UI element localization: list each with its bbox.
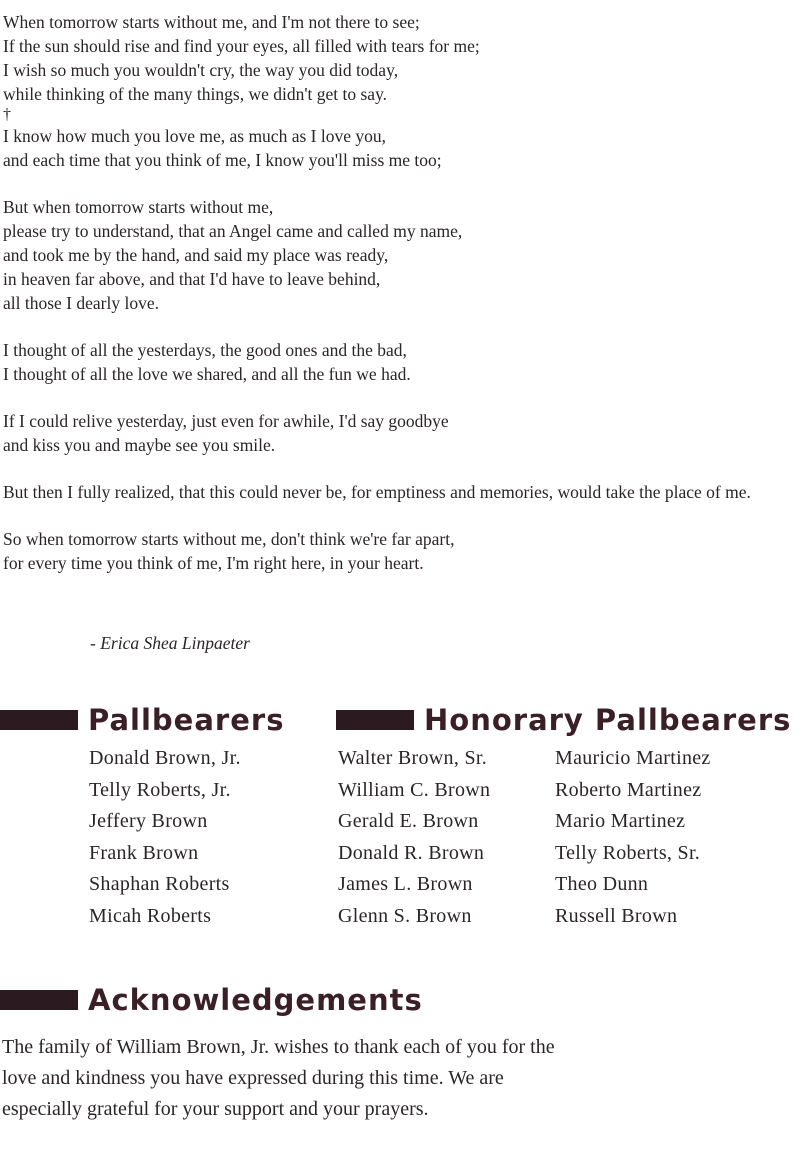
poem-line: But when tomorrow starts without me, — [3, 197, 274, 217]
list-item: Micah Roberts — [89, 904, 212, 927]
poem-line: If the sun should rise and find your eyes, all filled with tears for me; — [3, 36, 480, 56]
poem-line: and kiss you and maybe see you smile. — [3, 435, 276, 455]
poem-line: and took me by the hand, and said my place was ready, — [3, 245, 389, 265]
poem-line: I know how much you love me, as much as I love you, — [3, 126, 386, 146]
acknowledgements-heading — [0, 980, 423, 1020]
honorary-title: Honorary Pallbearers — [424, 703, 792, 737]
list-item: James L. Brown — [338, 873, 473, 896]
list-item: William C. Brown — [338, 778, 491, 801]
list-item: Theo Dunn — [555, 873, 649, 896]
list-item: Russell Brown — [555, 904, 678, 927]
heading-bar — [336, 710, 414, 730]
heading-bar — [0, 710, 78, 730]
poem-stanza-3 — [3, 195, 803, 315]
pallbearers-title: Pallbearers — [88, 703, 285, 737]
poem-line: But then I fully realized, that this could never be, for emptiness and memories, would take the place of me. — [3, 482, 751, 502]
poem-stanza-7 — [3, 527, 803, 575]
list-item: Telly Roberts, Sr. — [555, 841, 701, 864]
poem-line: I thought of all the love we shared, and all the fun we had. — [3, 364, 411, 384]
list-item: Gerald E. Brown — [338, 810, 479, 833]
heading-bar — [0, 990, 78, 1010]
list-item: Donald Brown, Jr. — [89, 747, 241, 769]
honorary-heading — [336, 700, 791, 740]
list-item: Glenn S. Brown — [338, 904, 472, 927]
list-item: Jeffery Brown — [89, 810, 208, 833]
honorary-list-col1 — [338, 743, 490, 933]
honorary-list-col2 — [555, 743, 711, 933]
poem-line: and each time that you think of me, I know you'll miss me too; — [3, 150, 442, 170]
pallbearers-heading — [0, 700, 284, 740]
ack-line: The family of William Brown, Jr. wishes to thank each of you for the — [2, 1036, 555, 1058]
ack-line: especially grateful for your support and your prayers. — [2, 1098, 429, 1120]
list-item: Walter Brown, Sr. — [338, 747, 488, 769]
acknowledgements-title: Acknowledgements — [88, 983, 423, 1017]
poem-line: When tomorrow starts without me, and I'm not there to see; — [3, 12, 420, 32]
acknowledgements-text — [2, 1032, 692, 1125]
ack-line: love and kindness you have expressed during this time. We are — [2, 1067, 504, 1089]
list-item: Mario Martinez — [555, 810, 686, 833]
poem-stanza-2 — [3, 124, 803, 172]
list-item: Roberto Martinez — [555, 778, 702, 801]
poem-stanza-5 — [3, 409, 803, 457]
list-item: Frank Brown — [89, 841, 199, 864]
poem-line: all those I dearly love. — [3, 293, 159, 313]
poem-line: please try to understand, that an Angel came and called my name, — [3, 221, 463, 241]
list-item: Telly Roberts, Jr. — [89, 778, 231, 801]
poem-author: - Erica Shea Linpaeter — [90, 633, 250, 653]
poem-line: If I could relive yesterday, just even for awhile, I'd say goodbye — [3, 411, 449, 431]
poem-line: I thought of all the yesterdays, the good ones and the bad, — [3, 340, 407, 360]
pallbearers-list — [89, 743, 241, 933]
poem-line: So when tomorrow starts without me, don't think we're far apart, — [3, 529, 455, 549]
poem-stanza-1 — [3, 10, 803, 106]
poem-stanza-4 — [3, 338, 803, 386]
cross-icon: † — [3, 106, 11, 123]
poem-stanza-6 — [3, 480, 803, 504]
list-item: Donald R. Brown — [338, 841, 485, 864]
list-item: Shaphan Roberts — [89, 873, 230, 896]
poem-line: while thinking of the many things, we didn't get to say. — [3, 84, 388, 104]
poem-line: in heaven far above, and that I'd have to leave behind, — [3, 269, 381, 289]
poem — [3, 10, 803, 598]
poem-line: for every time you think of me, I'm right here, in your heart. — [3, 553, 424, 573]
list-item: Mauricio Martinez — [555, 747, 711, 769]
poem-line: I wish so much you wouldn't cry, the way you did today, — [3, 60, 399, 80]
